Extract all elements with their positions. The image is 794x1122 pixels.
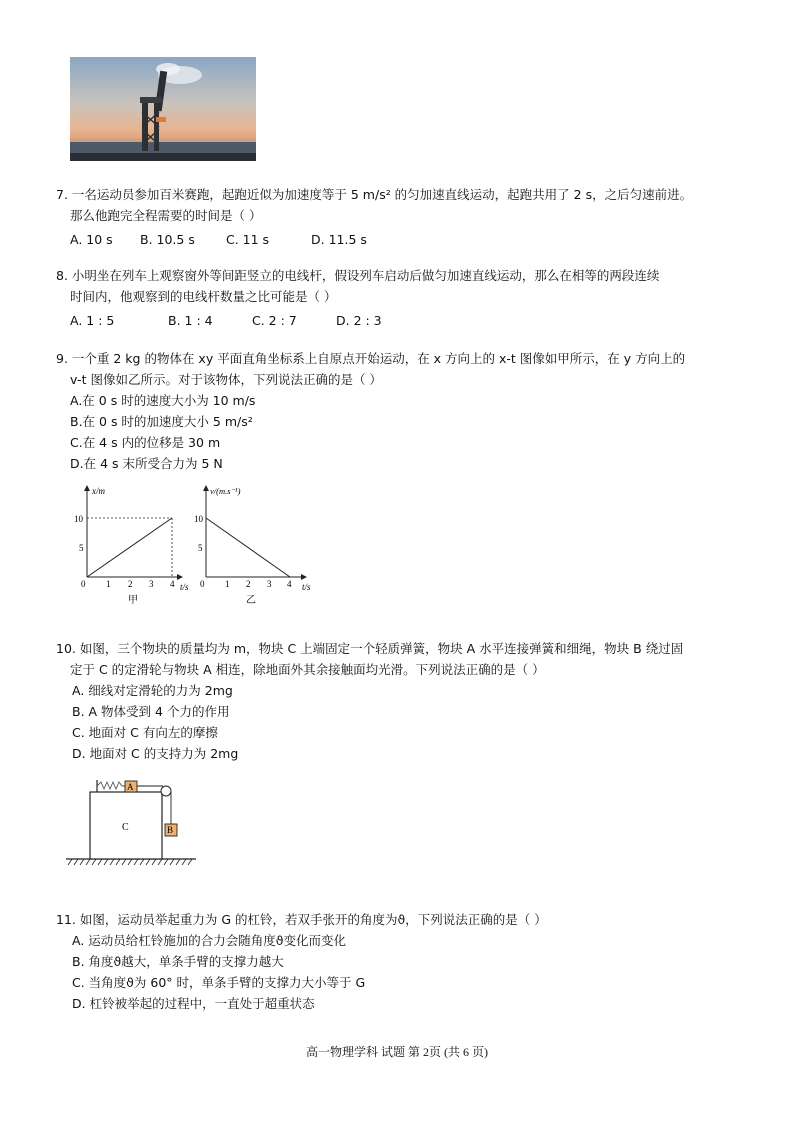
option-a[interactable]: A.在 0 s 时的速度大小为 10 m/s — [70, 393, 256, 408]
question-7 — [56, 184, 746, 250]
question-7-options — [70, 229, 746, 250]
tower-photo — [70, 57, 256, 161]
x-axis-label: t/s — [302, 582, 311, 592]
x-tick-3: 3 — [267, 579, 272, 589]
question-11-stem: 11. 如图，运动员举起重力为 G 的杠铃，若双手张开的角度为ϑ，下列说法正确的是（ ） — [56, 912, 547, 927]
option-a[interactable]: A. 细线对定滑轮的力为 2mg — [72, 683, 233, 698]
blocks-figure — [62, 772, 202, 868]
graph-caption: 乙 — [246, 595, 256, 606]
x-tick-4: 4 — [287, 579, 292, 589]
graph-yi — [194, 482, 318, 608]
question-11 — [56, 909, 746, 1014]
x-tick-2: 2 — [246, 579, 251, 589]
x-tick-2: 2 — [128, 579, 133, 589]
option-b[interactable]: B.在 0 s 时的加速度大小 5 m/s² — [70, 414, 253, 429]
question-7-stem: 7. 一名运动员参加百米赛跑，起跑近似为加速度等于 5 m/s² 的匀加速直线运动，起跑共用了 2 s，之后匀速前进。 — [56, 187, 693, 202]
option-d[interactable]: D.在 4 s 末所受合力为 5 N — [70, 456, 223, 471]
option-a[interactable]: A. 运动员给杠铃施加的合力会随角度ϑ变化而变化 — [72, 933, 347, 948]
y-axis-label: x/m — [92, 486, 105, 496]
question-8-stem: 8. 小明坐在列车上观察窗外等间距竖立的电线杆，假设列车启动后做匀加速直线运动，那么在相等的两段连续 — [56, 268, 660, 283]
origin-label: 0 — [81, 579, 86, 589]
question-8 — [56, 265, 746, 331]
origin-label: 0 — [200, 579, 205, 589]
option-b[interactable]: B. 角度ϑ越大，单条手臂的支撑力越大 — [72, 954, 284, 969]
option-d[interactable]: D. 杠铃被举起的过程中，一直处于超重状态 — [72, 996, 315, 1011]
option-d[interactable]: D. 2 : 3 — [336, 313, 382, 328]
option-b[interactable]: B. 1 : 4 — [168, 313, 213, 328]
question-7-stem-cont: 那么他跑完全程需要的时间是（ ） — [70, 208, 262, 223]
y-axis-label: v/(m.s⁻¹) — [210, 486, 241, 496]
question-9-stem: 9. 一个重 2 kg 的物体在 xy 平面直角坐标系上自原点开始运动，在 x 方向上的 x-t 图像如甲所示，在 y 方向上的 — [56, 351, 686, 366]
option-c[interactable]: C. 2 : 7 — [252, 313, 297, 328]
option-a[interactable]: A. 1 : 5 — [70, 313, 115, 328]
option-b[interactable]: B. 10.5 s — [140, 232, 195, 247]
option-a[interactable]: A. 10 s — [70, 232, 113, 247]
option-b[interactable]: B. A 物体受到 4 个力的作用 — [72, 704, 230, 719]
data-line — [206, 518, 290, 577]
x-tick-4: 4 — [170, 579, 175, 589]
question-10 — [56, 638, 746, 764]
block-c-label: C — [122, 822, 129, 833]
page-footer: 高一物理学科 试题 第 2页 (共 6 页) — [306, 1045, 488, 1059]
question-8-stem-cont: 时间内，他观察到的电线杆数量之比可能是（ ） — [70, 289, 337, 304]
block-a-label: A — [127, 782, 134, 792]
option-c[interactable]: C. 11 s — [226, 232, 270, 247]
ground-hatch — [68, 859, 192, 865]
option-c[interactable]: C. 地面对 C 有向左的摩擦 — [72, 725, 218, 740]
graph-caption: 甲 — [128, 595, 138, 606]
data-line — [87, 518, 172, 577]
question-9-stem-cont: v-t 图像如乙所示。对于该物体，下列说法正确的是（ ） — [70, 372, 382, 387]
option-d[interactable]: D. 地面对 C 的支持力为 2mg — [72, 746, 239, 761]
y-tick-10: 10 — [194, 514, 203, 524]
y-tick-5: 5 — [79, 543, 84, 553]
question-10-stem: 10. 如图，三个物块的质量均为 m，物块 C 上端固定一个轻质弹簧，物块 A 水平连接弹簧和细绳，物块 B 绕过固 — [56, 641, 684, 656]
x-tick-1: 1 — [225, 579, 230, 589]
x-axis-label: t/s — [180, 582, 189, 592]
x-tick-1: 1 — [106, 579, 111, 589]
question-8-options — [70, 310, 746, 331]
block-b-label: B — [167, 825, 174, 835]
graph-jia — [72, 482, 192, 608]
y-tick-10: 10 — [74, 514, 83, 524]
x-tick-3: 3 — [149, 579, 154, 589]
option-c[interactable]: C.在 4 s 内的位移是 30 m — [70, 435, 221, 450]
pulley — [161, 786, 171, 796]
option-d[interactable]: D. 11.5 s — [311, 232, 367, 247]
question-10-stem-cont: 定于 C 的定滑轮与物块 A 相连，除地面外其余接触面均光滑。下列说法正确的是（ ） — [70, 662, 545, 677]
spring — [97, 782, 125, 789]
option-c[interactable]: C. 当角度ϑ为 60° 时，单条手臂的支撑力大小等于 G — [72, 975, 366, 990]
question-9 — [56, 348, 746, 474]
y-tick-5: 5 — [198, 543, 203, 553]
